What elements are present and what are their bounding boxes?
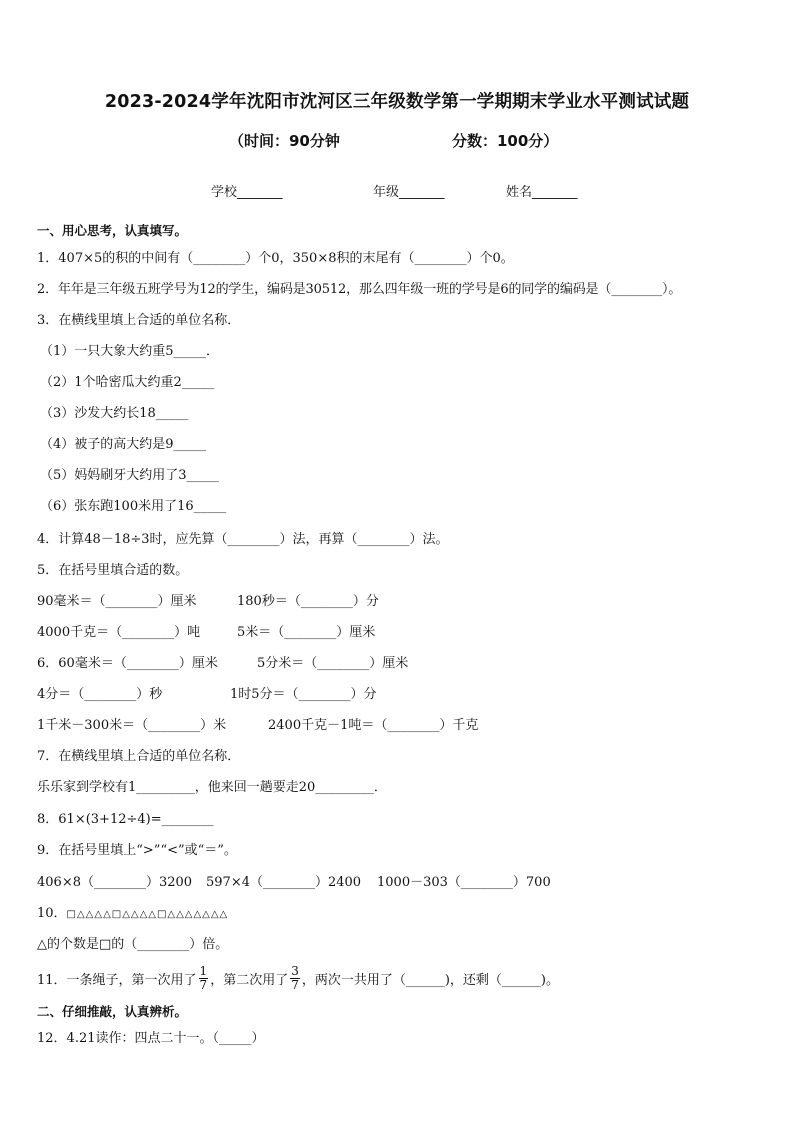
question-12: 12．4.21读作：四点二十一。（_____） xyxy=(37,1031,265,1046)
school-field[interactable]: 学校_______ xyxy=(211,185,283,200)
question-2: 2．年年是三年级五班学号为12的学生，编码是30512，那么四年级一班的学号是6的同学的编码是（________）。 xyxy=(37,282,682,297)
fraction-numerator: 3 xyxy=(291,964,299,978)
question-5-blank: 4000千克＝（________）吨 xyxy=(37,625,201,640)
fraction-numerator: 1 xyxy=(199,964,208,978)
exam-title: 2023-2024学年沈阳市沈河区三年级数学第一学期期末学业水平测试试题 xyxy=(104,92,690,112)
section-heading-1: 一、用心思考，认真填写。 xyxy=(37,223,188,238)
fraction-denominator: 7 xyxy=(199,978,208,992)
question-7-stem: 7．在横线里填上合适的单位名称． xyxy=(37,749,241,764)
name-field[interactable]: 姓名_______ xyxy=(506,185,578,200)
question-3-item: （3）沙发大约长18_____ xyxy=(40,406,189,421)
fraction-one-seventh xyxy=(199,965,209,992)
question-5-blank: 90毫米＝（________）厘米 xyxy=(37,594,197,609)
question-6-blank: 1时5分＝（________）分 xyxy=(230,687,377,702)
section-heading-2: 二、仔细推敲，认真辨析。 xyxy=(37,1004,188,1019)
question-11-text: ，两次一共用了（______)，还剩（______)。 xyxy=(301,973,559,988)
question-11-text: 11．一条绳子，第一次用了 xyxy=(37,973,197,988)
question-10-shapes-row xyxy=(37,906,228,923)
fraction-denominator: 7 xyxy=(291,978,299,992)
question-8: 8．61×(3+12÷4)=________ xyxy=(37,812,214,827)
question-5-stem: 5．在括号里填合适的数。 xyxy=(37,563,189,578)
question-7-body: 乐乐家到学校有1_________，他来回一趟要走20_________． xyxy=(37,780,387,795)
question-3-item: （4）被子的高大约是9_____ xyxy=(40,437,207,452)
exam-time: （时间：90分钟 xyxy=(229,132,340,150)
question-5-blank: 5米＝（________）厘米 xyxy=(237,625,376,640)
question-3-item: （2）1个哈密瓜大约重2_____ xyxy=(40,375,215,390)
question-3-item: （6）张东跑100米用了16_____ xyxy=(40,499,227,514)
question-4: 4．计算48－18÷3时，应先算（________）法，再算（________）法。 xyxy=(37,532,449,547)
question-10-number: 10． xyxy=(37,906,67,921)
question-3-item: （5）妈妈刷牙大约用了3_____ xyxy=(40,468,220,483)
question-6-blank: 6．60毫米＝（________）厘米 xyxy=(37,656,218,671)
question-3-stem: 3．在横线里填上合适的单位名称． xyxy=(37,313,241,328)
question-9-blank: 597×4（________）2400 xyxy=(206,875,362,890)
question-10-body: △的个数是□的（________）倍。 xyxy=(37,937,229,952)
exam-score: 分数：100分） xyxy=(452,132,559,150)
grade-field[interactable]: 年级_______ xyxy=(373,185,445,200)
fraction-three-sevenths xyxy=(290,965,300,992)
question-6-blank: 1千米－300米＝（________）米 xyxy=(37,718,227,733)
question-1: 1．407×5的积的中间有（________）个0，350×8积的末尾有（________）个0。 xyxy=(37,251,514,266)
question-6-blank: 2400千克－1吨＝（________）千克 xyxy=(268,718,479,733)
question-9-stem: 9．在括号里填上“>”“<”或“＝”。 xyxy=(37,843,237,858)
question-9-blank: 1000－303（________）700 xyxy=(377,875,551,890)
question-6-blank: 5分米＝（________）厘米 xyxy=(257,656,409,671)
question-10-shapes: □△△△△□△△△△□△△△△△△△ xyxy=(66,909,229,920)
question-11-text: ，第二次用了 xyxy=(210,973,289,988)
question-3-item: （1）一只大象大约重5_____． xyxy=(40,344,220,359)
question-9-blank: 406×8（________）3200 xyxy=(37,875,193,890)
question-11 xyxy=(37,964,559,994)
question-6-blank: 4分＝（________）秒 xyxy=(37,687,163,702)
question-5-blank: 180秒＝（________）分 xyxy=(237,594,379,609)
